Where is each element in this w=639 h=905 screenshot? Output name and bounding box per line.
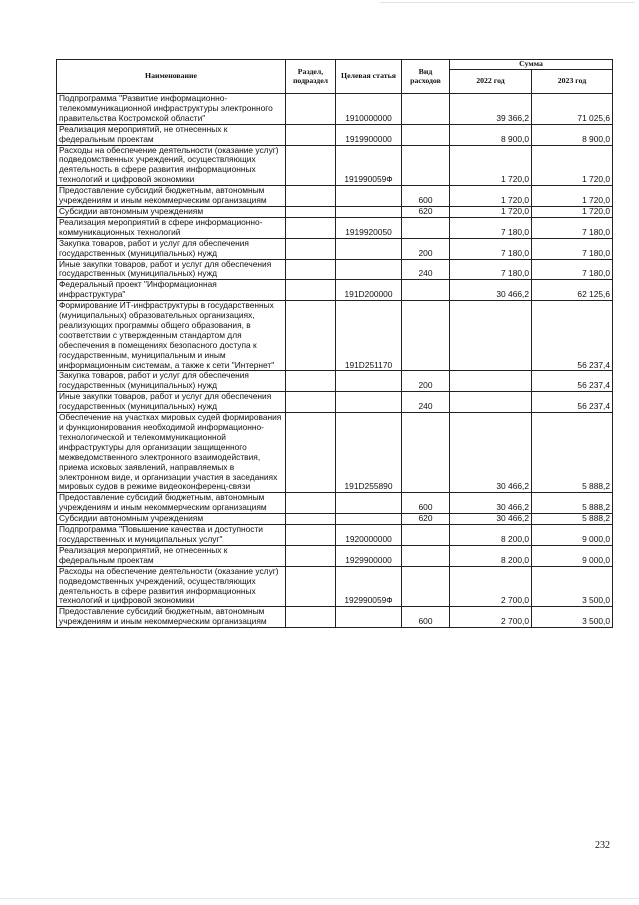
cell-expense-type [402,545,450,566]
cell-expense-type [402,217,450,238]
cell-expense-type [402,94,450,125]
cell-section [286,371,336,392]
cell-target-article: 192990059Ф [336,566,402,607]
cell-sum-2023: 5 888,2 [532,514,613,525]
cell-sum-2023: 9 000,0 [532,525,613,546]
cell-name: Обеспечение на участках мировых судей формирования и функционирования необходимой информационно-технологической и телекоммуникационной инфраструктуры для организации защищенного межведомственного электронного взаимодействия, приема исковых заявлений, направляемых в электронном виде, и организации участия в заседаниях мировых судов в режиме видеоконференц-связи [57,413,286,493]
cell-sum-2022: 7 180,0 [450,217,532,238]
cell-expense-type: 600 [402,607,450,628]
cell-expense-type: 200 [402,238,450,259]
scan-edge-bottom [0,898,639,899]
cell-name: Предоставление субсидий бюджетным, автономным учреждениям и иным некоммерческим организациям [57,186,286,207]
cell-sum-2022 [450,371,532,392]
cell-sum-2023: 3 500,0 [532,566,613,607]
cell-target-article: 191D200000 [336,280,402,301]
cell-name: Расходы на обеспечение деятельности (оказание услуг) подведомственных учреждений, осуществляющих деятельность в сфере развития информационных технологий и цифровой экономики [57,145,286,186]
cell-sum-2023: 1 720,0 [532,186,613,207]
cell-section [286,525,336,546]
cell-section [286,413,336,493]
cell-expense-type [402,124,450,145]
table-row [57,206,613,217]
cell-expense-type [402,280,450,301]
cell-expense-type [402,566,450,607]
cell-expense-type [402,145,450,186]
cell-name: Подпрограмма "Повышение качества и доступности государственных и муниципальных услуг" [57,525,286,546]
cell-section [286,301,336,371]
cell-target-article: 1919900000 [336,124,402,145]
table-row [57,493,613,514]
cell-name: Закупка товаров, работ и услуг для обеспечения государственных (муниципальных) нужд [57,371,286,392]
cell-sum-2022: 8 200,0 [450,545,532,566]
header-row-top [57,60,613,70]
cell-sum-2022: 8 900,0 [450,124,532,145]
cell-name: Реализация мероприятий, не отнесенных к федеральным проектам [57,545,286,566]
cell-sum-2023: 7 180,0 [532,238,613,259]
cell-sum-2022: 30 466,2 [450,413,532,493]
cell-target-article [336,186,402,207]
cell-name: Закупка товаров, работ и услуг для обеспечения государственных (муниципальных) нужд [57,238,286,259]
cell-name: Расходы на обеспечение деятельности (оказание услуг) подведомственных учреждений, осуществляющих деятельность в сфере развития информационных технологий и цифровой экономики [57,566,286,607]
cell-sum-2023: 62 125,6 [532,280,613,301]
scan-edge-top [380,2,635,3]
cell-sum-2023: 8 900,0 [532,124,613,145]
cell-sum-2022: 1 720,0 [450,186,532,207]
cell-section [286,217,336,238]
cell-sum-2022: 7 180,0 [450,259,532,280]
table-row [57,607,613,628]
cell-sum-2022: 2 700,0 [450,607,532,628]
cell-expense-type: 620 [402,514,450,525]
cell-sum-2023: 56 237,4 [532,392,613,413]
cell-target-article: 1929900000 [336,545,402,566]
cell-sum-2023: 71 025,6 [532,94,613,125]
cell-name: Предоставление субсидий бюджетным, автономным учреждениям и иным некоммерческим организациям [57,493,286,514]
cell-target-article: 191D251170 [336,301,402,371]
cell-sum-2022: 1 720,0 [450,145,532,186]
cell-target-article: 1920000000 [336,525,402,546]
table-row [57,371,613,392]
cell-sum-2023: 7 180,0 [532,217,613,238]
cell-name: Реализация мероприятий, не отнесенных к федеральным проектам [57,124,286,145]
cell-target-article [336,371,402,392]
budget-table [56,59,613,628]
cell-sum-2023: 1 720,0 [532,206,613,217]
cell-sum-2023: 5 888,2 [532,413,613,493]
cell-target-article: 1910000000 [336,94,402,125]
cell-section [286,392,336,413]
cell-target-article [336,607,402,628]
cell-target-article [336,392,402,413]
cell-target-article [336,259,402,280]
cell-sum-2022 [450,392,532,413]
cell-name: Иные закупки товаров, работ и услуг для обеспечения государственных (муниципальных) нужд [57,392,286,413]
cell-name: Субсидии автономным учреждениям [57,206,286,217]
table-row [57,413,613,493]
cell-sum-2022: 7 180,0 [450,238,532,259]
cell-sum-2023: 7 180,0 [532,259,613,280]
cell-section [286,94,336,125]
header-year-2023: 2023 год [532,70,613,94]
table-row [57,301,613,371]
table-row [57,525,613,546]
cell-name: Предоставление субсидий бюджетным, автономным учреждениям и иным некоммерческим организациям [57,607,286,628]
header-section: Раздел, подраздел [286,60,336,94]
cell-name: Реализация мероприятий в сфере информационно-коммуникационных технологий [57,217,286,238]
cell-name: Федеральный проект "Информационная инфраструктура" [57,280,286,301]
cell-expense-type: 600 [402,186,450,207]
cell-name: Формирование ИТ-инфраструктуры в государственных (муниципальных) образовательных организациях, реализующих программы общего образования, в соответствии с утвержденным стандартом для обеспечения в помещениях безопасного доступа к государственным, муниципальным и иным информационным системам, а также к сети "Интернет" [57,301,286,371]
cell-sum-2022: 39 366,2 [450,94,532,125]
cell-expense-type: 620 [402,206,450,217]
cell-expense-type [402,413,450,493]
cell-section [286,124,336,145]
table-row [57,217,613,238]
cell-sum-2023: 3 500,0 [532,607,613,628]
table-row [57,186,613,207]
cell-name: Подпрограмма "Развитие информационно-телекоммуникационной инфраструктуры электронного правительства Костромской области" [57,94,286,125]
cell-expense-type: 600 [402,493,450,514]
table-row [57,124,613,145]
header-name: Наименование [57,60,286,94]
page-number: 232 [595,840,610,851]
cell-sum-2022: 30 466,2 [450,280,532,301]
table-row [57,259,613,280]
cell-section [286,145,336,186]
cell-target-article: 191D255890 [336,413,402,493]
table-row [57,545,613,566]
table-row [57,94,613,125]
cell-section [286,607,336,628]
cell-name: Иные закупки товаров, работ и услуг для обеспечения государственных (муниципальных) нужд [57,259,286,280]
header-target: Целевая статья [336,60,402,94]
cell-section [286,206,336,217]
table-row [57,238,613,259]
cell-sum-2022: 2 700,0 [450,566,532,607]
cell-sum-2022: 8 200,0 [450,525,532,546]
table-row [57,280,613,301]
cell-expense-type [402,301,450,371]
cell-section [286,238,336,259]
cell-sum-2023: 1 720,0 [532,145,613,186]
cell-target-article: 191990059Ф [336,145,402,186]
cell-section [286,186,336,207]
header-type: Вид расходов [402,60,450,94]
cell-expense-type: 200 [402,371,450,392]
table-body [57,94,613,628]
cell-section [286,280,336,301]
cell-sum-2023: 5 888,2 [532,493,613,514]
cell-expense-type [402,525,450,546]
cell-target-article: 1919920050 [336,217,402,238]
cell-section [286,545,336,566]
cell-target-article [336,238,402,259]
cell-target-article [336,206,402,217]
cell-sum-2023: 9 000,0 [532,545,613,566]
cell-section [286,493,336,514]
cell-target-article [336,514,402,525]
table-row [57,566,613,607]
cell-sum-2022: 30 466,2 [450,493,532,514]
table-row [57,514,613,525]
cell-section [286,259,336,280]
table-row [57,392,613,413]
cell-name: Субсидии автономным учреждениям [57,514,286,525]
header-year-2022: 2022 год [450,70,532,94]
cell-sum-2022: 1 720,0 [450,206,532,217]
cell-sum-2022 [450,301,532,371]
header-sum: Сумма [450,60,613,70]
cell-expense-type: 240 [402,392,450,413]
cell-sum-2022: 30 466,2 [450,514,532,525]
cell-section [286,566,336,607]
cell-target-article [336,493,402,514]
cell-expense-type: 240 [402,259,450,280]
cell-sum-2023: 56 237,4 [532,301,613,371]
cell-sum-2023: 56 237,4 [532,371,613,392]
table-row [57,145,613,186]
cell-section [286,514,336,525]
